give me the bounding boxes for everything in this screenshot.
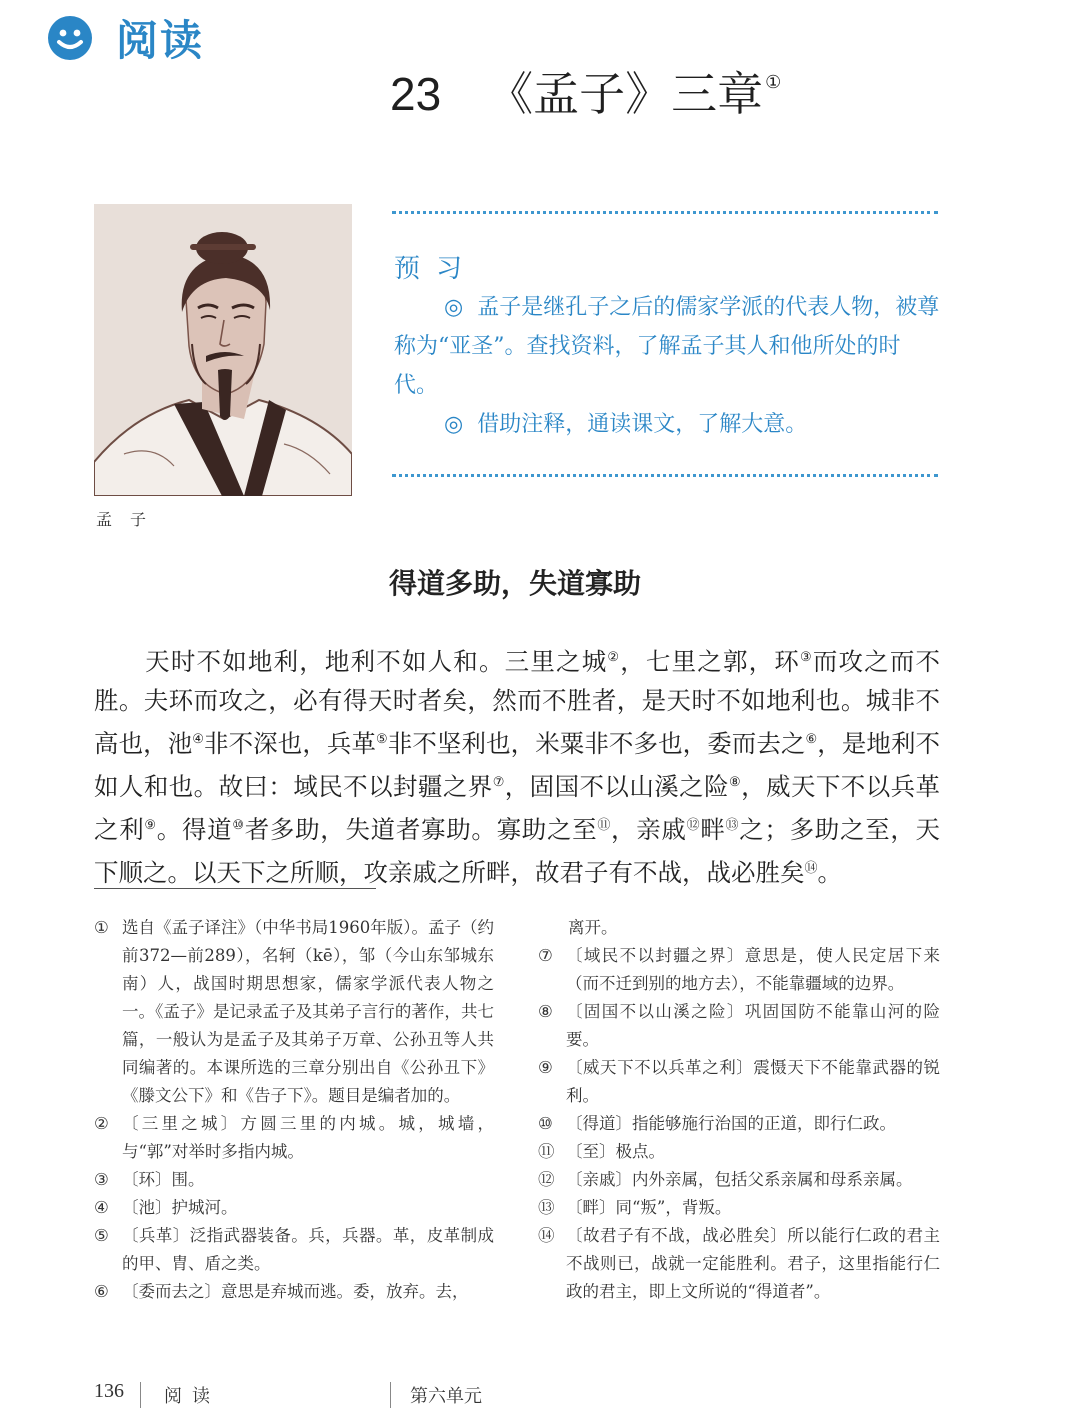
footnote-text: 〔得道〕指能够施行治国的正道，即行仁政。 xyxy=(566,1114,896,1133)
note-marker: ⑪ xyxy=(597,818,612,833)
text-run: ，是地利不如人和也。故曰：域民不以封疆之界 xyxy=(94,729,941,801)
footnote-text: 〔环〕围。 xyxy=(122,1170,205,1189)
footnote-number: ⑪ xyxy=(538,1142,555,1161)
footnote-text: 〔畔〕同“叛”，背叛。 xyxy=(566,1198,732,1217)
footnote-number: ① xyxy=(94,918,109,937)
preview-item-text: 借助注释，通读课文，了解大意。 xyxy=(477,412,808,437)
footnote-text: 〔三里之城〕方圆三里的内城。城，城墙，与“郭”对举时多指内城。 xyxy=(122,1114,494,1161)
footnote xyxy=(538,1222,940,1306)
footnote-text: 〔至〕极点。 xyxy=(566,1142,665,1161)
text-run: 而攻之而不胜。夫环而攻之，必有得天时者矣，然而不胜者，是天时不如地利也。城非不高也，池 xyxy=(94,647,941,758)
footnote-text: 〔兵革〕泛指武器装备。兵，兵器。革，皮革制成的甲、胄、盾之类。 xyxy=(122,1226,494,1273)
note-marker: ⑧ xyxy=(729,775,742,790)
main-text xyxy=(94,638,940,892)
text-run: 之；多助之至，天下顺之。以天下之所顺，攻亲戚之所畔，故君子有不战，战必胜矣 xyxy=(94,815,941,887)
preview-item xyxy=(394,288,942,405)
footnote-number: ⑦ xyxy=(538,946,553,965)
text-run: 非不深也，兵革 xyxy=(204,729,377,758)
footnote xyxy=(538,1194,940,1222)
title-note-marker: ① xyxy=(765,72,782,93)
footer-unit: 第六单元 xyxy=(410,1386,482,1407)
footnote-number: ③ xyxy=(94,1170,109,1189)
footnote xyxy=(538,942,940,998)
text-run: 。 xyxy=(817,858,843,887)
preview-item xyxy=(394,405,942,444)
footnote xyxy=(538,998,940,1054)
footnote-text: 〔委而去之〕意思是弃城而逃。委，放弃。去， xyxy=(122,1282,469,1301)
footnote-number: ⑥ xyxy=(94,1282,109,1301)
footnotes-right-column xyxy=(538,914,940,1306)
footnote-number: ⑫ xyxy=(538,1170,555,1189)
footnote xyxy=(538,1138,940,1166)
text-run: 畔 xyxy=(700,815,726,844)
footnote-number: ⑤ xyxy=(94,1226,109,1245)
footnote xyxy=(94,1110,494,1166)
bullet-circle-icon: ◎ xyxy=(444,412,464,437)
lesson-number: 23 xyxy=(390,68,442,120)
portrait-caption: 孟子 xyxy=(96,510,165,529)
page-footer xyxy=(94,1380,594,1410)
note-marker: ③ xyxy=(799,650,813,665)
footnotes-left-column xyxy=(94,914,494,1306)
preview-item-text: 孟子是继孔子之后的儒家学派的代表人物，被尊称为“亚圣”。查找资料，了解孟子其人和他所处的时代。 xyxy=(394,295,940,398)
note-marker: ⑩ xyxy=(232,818,245,833)
footnote-continuation: 离开。 xyxy=(568,918,618,937)
footnote xyxy=(538,1110,940,1138)
footnote xyxy=(94,1278,494,1306)
mencius-portrait xyxy=(94,204,352,496)
text-run: 非不坚利也，米粟非不多也，委而去之 xyxy=(387,729,806,758)
preview-bottom-divider xyxy=(392,474,938,477)
footnote-text: 〔威天下不以兵革之利〕震慑天下不能靠武器的锐利。 xyxy=(566,1058,940,1105)
note-marker: ⑭ xyxy=(804,861,818,876)
page-number: 136 xyxy=(94,1380,124,1402)
lesson-title-text: 《孟子》三章 xyxy=(487,67,764,121)
footnote xyxy=(94,1194,494,1222)
note-marker: ⑤ xyxy=(376,732,388,747)
preview-content xyxy=(394,288,942,444)
footnote xyxy=(94,1166,494,1194)
text-run: 。得道 xyxy=(156,815,233,844)
footer-book-section: 阅读 xyxy=(164,1386,220,1407)
footnote-number: ④ xyxy=(94,1198,109,1217)
note-marker: ④ xyxy=(192,732,205,747)
section-badge-label: 阅读 xyxy=(116,16,205,65)
footnote-number: ⑩ xyxy=(538,1114,553,1133)
text-run: ，固国不以山溪之险 xyxy=(504,772,730,801)
footer-divider xyxy=(390,1382,391,1408)
section-title: 得道多助，失道寡助 xyxy=(388,567,641,600)
note-marker: ⑨ xyxy=(144,818,157,833)
text-run: 者多助，失道者寡助。寡助之至 xyxy=(244,815,598,844)
footnote-number: ⑧ xyxy=(538,1002,553,1021)
footnote-text: 〔池〕护城河。 xyxy=(122,1198,238,1217)
footer-divider xyxy=(140,1382,141,1408)
footnote-number: ⑬ xyxy=(538,1198,555,1217)
footnote-number: ⑨ xyxy=(538,1058,553,1077)
text-run: 天时不如地利，地利不如人和。三里之城 xyxy=(144,647,608,676)
note-marker: ⑫ xyxy=(686,818,701,833)
note-marker: ⑦ xyxy=(492,775,505,790)
footnote-number: ⑭ xyxy=(538,1226,555,1245)
footnote-rule xyxy=(94,888,376,889)
preview-top-divider xyxy=(392,211,938,214)
reading-badge xyxy=(46,8,204,68)
footnote xyxy=(94,1222,494,1278)
bullet-circle-icon: ◎ xyxy=(444,295,464,320)
note-marker: ⑬ xyxy=(725,818,740,833)
footnote-number: ② xyxy=(94,1114,109,1133)
text-run: ，七里之郭，环 xyxy=(620,647,800,676)
text-run: ，亲戚 xyxy=(611,815,687,844)
footnote xyxy=(94,914,494,1110)
footnote-text: 〔亲戚〕内外亲属，包括父系亲属和母系亲属。 xyxy=(566,1170,913,1189)
footnote xyxy=(538,1054,940,1110)
note-marker: ② xyxy=(607,650,621,665)
text-run: ，威天下不以兵革之利 xyxy=(94,772,941,844)
footnote-text: 〔故君子有不战，战必胜矣〕所以能行仁政的君主不战则已，战就一定能胜利。君子，这里指能行仁政的君主，即上文所说的“得道者”。 xyxy=(566,1226,940,1301)
smiley-face-icon xyxy=(46,14,94,62)
footnote xyxy=(538,1166,940,1194)
footnote-text: 选自《孟子译注》（中华书局1960年版）。孟子（约前372—前289），名轲（kē），邹（今山东邹城东南）人，战国时期思想家，儒家学派代表人物之一。《孟子》是记录孟子及其弟子言行的著作，共七篇，一般认为是孟子及其弟子万章、公孙丑等人共同编著的。本课所选的三章分别出自《公孙丑下》《滕文公下》和《告子下》。题目是编者加的。 xyxy=(122,918,494,1105)
lesson-title xyxy=(390,58,781,124)
footnote-text: 〔固国不以山溪之险〕巩固国防不能靠山河的险要。 xyxy=(566,1002,940,1049)
note-marker: ⑥ xyxy=(805,732,818,747)
footnote-text: 〔域民不以封疆之界〕意思是，使人民定居下来（而不迁到别的地方去），不能靠疆域的边界。 xyxy=(566,946,940,993)
preview-heading: 预习 xyxy=(394,254,479,284)
